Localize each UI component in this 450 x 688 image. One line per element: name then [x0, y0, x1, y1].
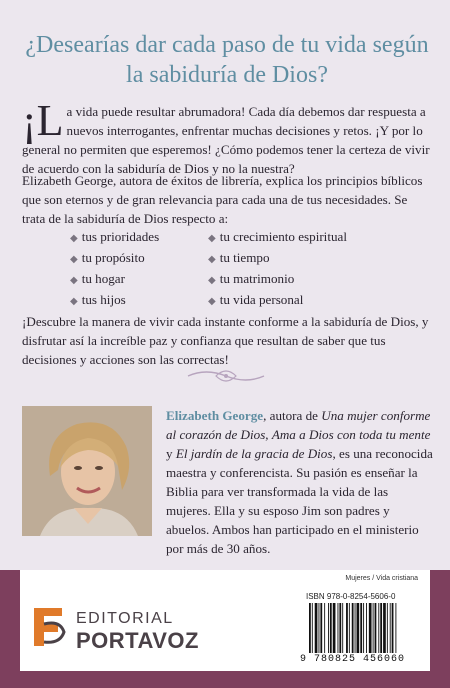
- bullet-icon: ◆: [208, 233, 216, 244]
- bullet-icon: ◆: [70, 296, 78, 307]
- barcode: [308, 603, 426, 653]
- barcode-bar: [324, 603, 325, 653]
- publisher-logo: [30, 604, 200, 654]
- book-title: Ama a Dios con toda tu mente: [271, 427, 431, 442]
- barcode-bar: [342, 603, 343, 653]
- barcode-bar: [352, 603, 354, 653]
- isbn-label: ISBN 978-0-8254-5606-0: [306, 592, 396, 601]
- barcode-bar: [395, 603, 396, 653]
- closing-paragraph: ¡Descubre la manera de vivir cada instante conforme a la sabiduría de Dios, y disfrutar así la increíble paz y confianza que resultan de saber que tus decisiones y acciones son las correctas!: [22, 314, 429, 367]
- barcode-bar: [387, 603, 388, 653]
- category-label: Mujeres / Vida cristiana: [345, 575, 418, 582]
- barcode-bar: [369, 603, 372, 653]
- barcode-bar: [363, 603, 364, 653]
- intro-paragraph: [22, 96, 432, 178]
- bullet-icon: ◆: [70, 254, 78, 265]
- list-item: ◆ tu crecimiento espiritual: [208, 229, 347, 244]
- barcode-bar: [338, 603, 339, 653]
- ornament-divider-icon: [186, 366, 266, 386]
- bullet-icon: ◆: [208, 296, 216, 307]
- list-item: ◆ tu vida personal: [208, 292, 304, 307]
- barcode-bar: [346, 603, 348, 653]
- bullet-icon: ◆: [70, 233, 78, 244]
- book-title: Una mujer conforme al corazón de Dios: [166, 408, 431, 442]
- barcode-bar: [312, 603, 313, 653]
- barcode-bar: [373, 603, 374, 653]
- intro-text: a vida puede resultar abrumadora! Cada día debemos dar respuesta a nuevos interrogantes, enfrentar muchas decisiones y retos. ¡Y por lo general no permiten que esperemos! ¿Cómo podemos tener la certeza de vivir de acuerdo con la sabiduría de Dios y no la nuestra?: [22, 104, 430, 176]
- barcode-bar: [328, 603, 329, 653]
- description-paragraph: Elizabeth George, autora de éxitos de librería, explica los principios bíblicos que son eternos y de gran relevancia para cada una de tus necesidades. Se trata de la sabiduría de Dios respecto a:: [22, 173, 423, 226]
- author-bio: Elizabeth George, autora de Una mujer conforme al corazón de Dios, Ama a Dios con toda tu mente y El jardín de la gracia de Dios, es una reconocida maestra y conferencista. Su pasión es enseñar la Biblia para ver transformada la vida de las mujeres. Ella y su esposo Jim son padres y abuelos. Ambos han participado en el ministerio por más de 30 años.: [166, 408, 433, 556]
- barcode-bar: [330, 603, 332, 653]
- bullet-icon: ◆: [70, 275, 78, 286]
- barcode-bar: [349, 603, 350, 653]
- barcode-bar: [357, 603, 360, 653]
- barcode-bar: [339, 603, 341, 653]
- bullet-icon: ◆: [208, 275, 216, 286]
- headline: ¿Desearías dar cada paso de tu vida según la sabiduría de Dios?: [25, 32, 429, 88]
- book-title: El jardín de la gracia de Dios: [175, 446, 333, 461]
- barcode-bar: [360, 603, 362, 653]
- list-item: ◆ tu tiempo: [208, 250, 270, 265]
- barcode-bar: [315, 603, 318, 653]
- barcode-bar: [383, 603, 386, 653]
- bullet-icon: ◆: [208, 254, 216, 265]
- list-item: ◆ tu propósito: [70, 250, 145, 265]
- barcode-bar: [366, 603, 367, 653]
- barcode-bar: [375, 603, 377, 653]
- publisher-name-line2: PORTAVOZ: [76, 628, 199, 653]
- barcode-bar: [333, 603, 336, 653]
- barcode-bar: [355, 603, 356, 653]
- barcode-bar: [380, 603, 382, 653]
- barcode-bar: [320, 603, 322, 653]
- portavoz-logo-icon: [30, 604, 68, 650]
- list-item: ◆ tu matrimonio: [208, 271, 295, 286]
- drop-cap: ¡L: [22, 96, 64, 145]
- barcode-bar: [319, 603, 320, 653]
- barcode-bar: [390, 603, 391, 653]
- topics-list: [70, 227, 410, 311]
- author-photo: [22, 406, 152, 536]
- footer-band: [0, 570, 450, 688]
- author-name: Elizabeth George: [166, 408, 264, 423]
- barcode-bar: [378, 603, 379, 653]
- list-item: ◆ tu hogar: [70, 271, 125, 286]
- barcode-bar: [309, 603, 311, 653]
- footer-panel: [20, 570, 430, 671]
- barcode-bar: [392, 603, 394, 653]
- publisher-name-line1: EDITORIAL: [76, 610, 174, 627]
- barcode-number: 9 780825 456060: [300, 654, 406, 665]
- list-item: ◆ tus hijos: [70, 292, 126, 307]
- list-item: ◆ tus prioridades: [70, 229, 160, 244]
